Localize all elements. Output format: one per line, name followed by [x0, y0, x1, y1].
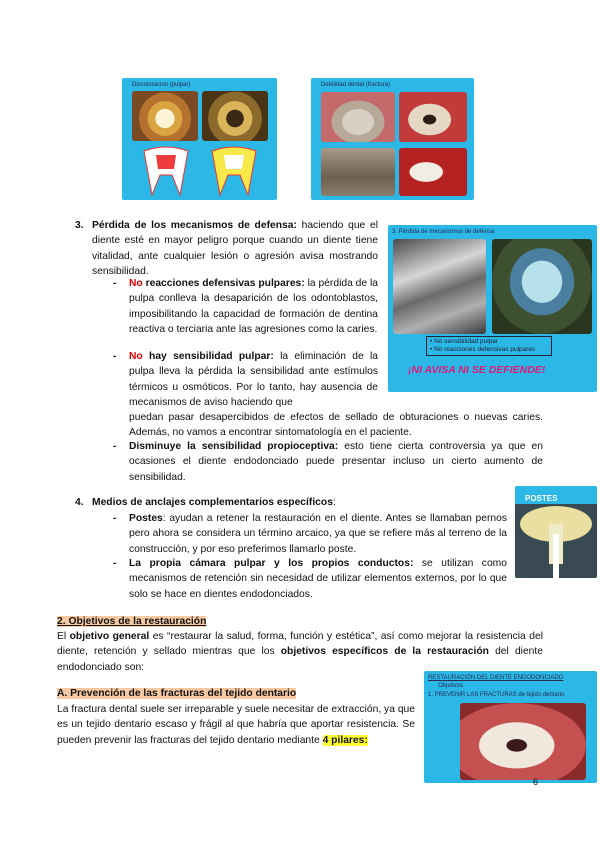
tooth-diagrams [136, 145, 266, 197]
bullet-pulp-chamber [129, 556, 507, 602]
slide-caption: Discoloracion (pulpar) [132, 82, 191, 88]
slide-item: 1. PREVENIR LAS FRACTURAS de tejido dentario [428, 692, 565, 698]
bullet-bold: Postes [129, 513, 163, 524]
legend-item: • No sensibilidad pulpar [430, 338, 499, 345]
section3-text: haciendo que el diente esté en mayor peligro porque cuando un diente tiene vitalidad, ante cualquier lesión o agresión avisa mostrando sensibilidad. [92, 220, 378, 277]
slide-discoloration [122, 78, 277, 200]
tooth-diagram-vital [144, 147, 188, 195]
no-word: No [129, 278, 143, 289]
tooth-photo-nonvital [202, 91, 268, 141]
bullet-dash: - [113, 278, 117, 289]
slide-postes [515, 486, 597, 578]
bullet-dash: - [113, 513, 117, 524]
no-word: No [129, 351, 143, 362]
objectives-paragraph: El objetivo general es “restaurar la salud, forma, función y estética”, así como mejorar la resistencia del diente, retención y sellado mientras que los objetivos específicos de la restauración del diente endodonciado son: [57, 631, 543, 673]
bullet-text: esto tiene cierta controversia ya que en ocasiones el diente endodonciado puede presentar incluso un cierto aumento de sensibilidad. [129, 441, 543, 483]
tooth-photo-vital [132, 91, 198, 141]
section-heading-objectives: 2. Objetivos de la restauración [57, 616, 207, 627]
bullet-no-sensitivity [129, 349, 378, 410]
fracture-photo-3 [321, 148, 395, 196]
bullet-text: la eliminación de la pulpa lleva la pérdida la sensibilidad ante estímulos térmicos u osmóticos. Por lo tanto, hay ausencia de mecanismos de aviso haciendo que [129, 351, 378, 408]
slide-objectives [424, 671, 597, 783]
list-number: 3. [75, 220, 84, 231]
radiograph-photo [393, 239, 486, 334]
slide-caption: Debilidad dental (fractura) [321, 82, 391, 88]
slide-defense-loss [388, 225, 597, 392]
legend-item: • No reacciones defensivas pulpares [430, 346, 536, 353]
page-number: 6 [533, 777, 539, 787]
slide-subtitle: Objetivos [438, 683, 464, 689]
section3-intro [92, 218, 378, 279]
section4-heading-line: Medios de anclajes complementarios específicos: [92, 497, 336, 508]
bullet-text: la pérdida de la pulpa conlleva la desaparición de los odontoblastos, imposibilitando la capacidad de formación de dentina reactiva o terciaria ante las agresiones como la caries. [129, 278, 379, 335]
bullet-no-sensitivity-cont: puedan pasar desapercibidos de efectos de sellado de obturaciones o nuevas caries. Además, no vamos a encontrar sintomatología en el paciente. [129, 412, 543, 439]
postes-photo [515, 504, 597, 578]
section-heading-a: A. Prevención de las fracturas del tejido dentario [57, 688, 297, 699]
bullet-text: : ayudan a retener la restauración en el diente. Antes se llamaban pernos pero ahora se considera un término arcaico, ya que se refiere más al terreno de la construcción, y por eso preferimos llamarlo poste. [129, 513, 507, 555]
pilares-highlight: 4 pilares: [322, 734, 368, 746]
bullet-proprioceptive [129, 439, 543, 485]
slide-caption: POSTES [525, 494, 558, 503]
slide-title: RESTAURACIÓN DEL DIENTE ENDODONCIADO [428, 675, 564, 681]
bullet-dash: - [113, 441, 117, 452]
bullet-dash: - [113, 351, 117, 362]
slide-fracture [311, 78, 474, 200]
fracture-photo-1 [321, 92, 395, 142]
bullet-bold: Disminuye la sensibilidad propioceptiva: [129, 441, 339, 452]
bullet-bold: hay sensibilidad pulpar: [142, 351, 274, 362]
section-a-paragraph: La fractura dental suele ser irreparable y suele necesitar de extracción, ya que es un tejido dentario escaso y frágil al que habría que aportar resistencia. Se pueden prevenir las fracturas del tejido dentario mediante 4 pilares: [57, 704, 415, 746]
fracture-photo-4 [399, 148, 467, 196]
restoration-photo [460, 703, 586, 780]
bullet-dash: - [113, 558, 117, 569]
bullet-no-reactions [129, 276, 378, 337]
bullet-text: se utilizan como mecanismos de retención sin necesidad de utilizar elementos externos, por lo que solo se hace en dientes endodonciados. [129, 558, 507, 600]
slide-caption: 3. Pérdida de mecanismos de defensa [392, 229, 495, 235]
slide-legend [426, 336, 552, 356]
bullet-postes [129, 511, 507, 557]
bullet-bold: reacciones defensivas pulpares: [142, 278, 305, 289]
section4-heading: Medios de anclajes complementarios específicos [92, 497, 333, 508]
slide-slogan: ¡NI AVISA NI SE DEFIENDE! [408, 364, 546, 376]
section3-heading: Pérdida de los mecanismos de defensa: [92, 220, 297, 231]
list-number: 4. [75, 497, 84, 508]
bullet-bold: La propia cámara pulpar y los propios conductos: [129, 558, 414, 569]
tooth-cavity-photo [492, 239, 592, 334]
tooth-diagram-nonvital [212, 147, 256, 195]
fracture-photo-2 [399, 92, 467, 142]
